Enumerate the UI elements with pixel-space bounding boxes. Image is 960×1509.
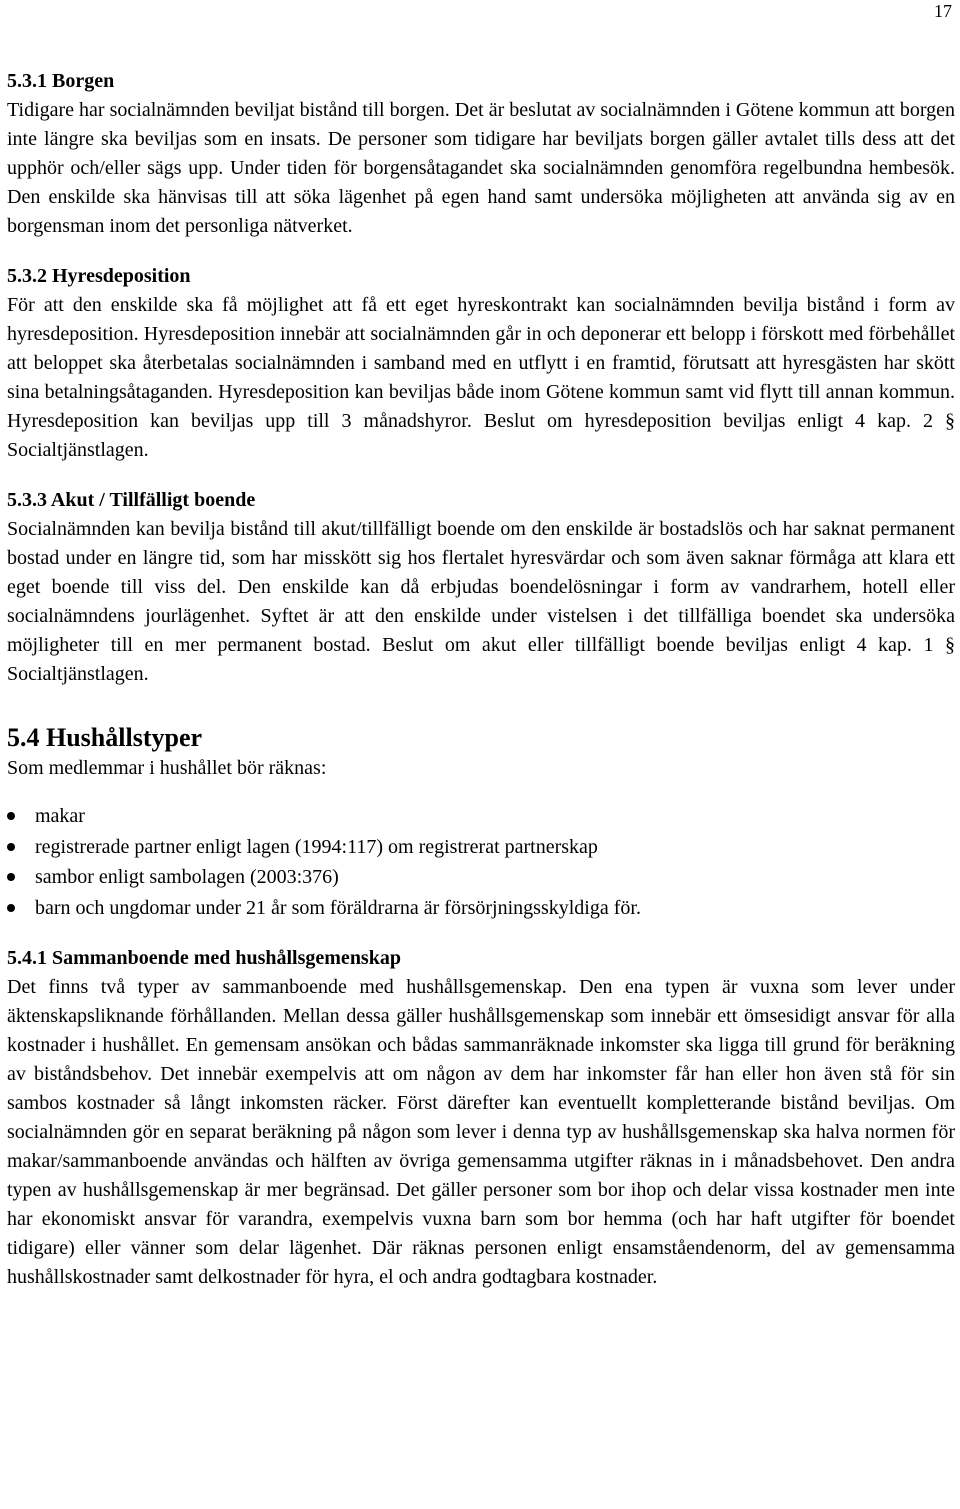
section-akut-boende [7,486,955,689]
chapter-heading: 5.4 Hushållstyper [7,723,203,752]
section-paragraph: För att den enskilde ska få möjlighet att få ett eget hyreskontrakt kan socialnämnden bevilja bistånd i form av hyresdeposition. Hyresdeposition innebär att socialnämnden går in och deponerar ett belopp i förskott med förbehållet att beloppet ska återbetalas socialnämnden i samband med en utflytt i en framtid, förutsatt att hyresgästen har skött sina betalningsåtaganden. Hyresdeposition kan beviljas både inom Götene kommun samt vid flytt till annan kommun. Hyresdeposition kan beviljas upp till 3 månadshyror. Beslut om hyresdeposition beviljas enligt 4 kap. 2 § Socialtjänstlagen. [7,294,955,461]
section-heading: 5.3.1 Borgen [7,70,115,92]
list-item [7,832,955,863]
bullet-icon [7,904,15,912]
document-body [7,67,955,1292]
section-hushallstyper [7,722,955,923]
section-paragraph: Det finns två typer av sammanboende med hushållsgemenskap. Den ena typen är vuxna som lever under äktenskapsliknande förhållanden. Mellan dessa gäller hushållsgemenskap som innebär ett ömsesidigt ansvar för alla kostnader i hushållet. En gemensam ansökan och bådas sammanräknade inkomster ska ligga till grund för beräkning av biståndsbehov. Det innebär exempelvis att om någon av dem har inkomster får han eller hon även stå för sin sambos kostnader så långt inkomsten räcker. Först därefter kan eventuellt kompletterande bistånd beviljas. Om socialnämnden gör en separat beräkning på någon som lever i denna typ av hushållsgemenskap ska halva normen för makar/sammanboende användas och hälften av övriga gemensamma utgifter räknas in i månadsbehovet. Den andra typen av hushållsgemenskap är mer begränsad. Det gäller personer som bor ihop och delar vissa kostnader men inte har ekonomiskt ansvar för varandra, exempelvis vuxna barn som bor hemma (och har haft utgifter för boendet tidigare) eller vänner som delar lägenhet. Där räknas personen enligt ensamståendenorm, del av gemensamma hushållskostnader samt delkostnader för hyra, el och andra godtagbara kostnader. [7,976,955,1288]
section-borgen [7,67,955,241]
list-item [7,893,955,924]
section-hyresdeposition [7,262,955,465]
household-members-list [7,801,955,923]
page-number: 17 [934,1,952,21]
section-paragraph: Socialnämnden kan bevilja bistånd till akut/tillfälligt boende om den enskilde är bostadslös och har saknat permanent bostad under en längre tid, som har misskött sig hos flertalet hyresvärdar och som även saknar förmåga att klara ett eget boende till viss del. Den enskilde kan då erbjudas boendelösningar i form av vandrarhem, hotell eller socialnämndens jourlägenhet. Syftet är att den enskilde under vistelsen i det tillfälliga boendet ska undersöka möjligheter till en mer permanent bostad. Beslut om akut eller tillfälligt boende beviljas enligt 4 kap. 1 § Socialtjänstlagen. [7,518,955,685]
list-item [7,801,955,832]
list-item-text: barn och ungdomar under 21 år som föräldrarna är försörjningsskyldiga för. [35,896,641,919]
list-item-text: sambor enligt sambolagen (2003:376) [35,866,339,888]
bullet-icon [7,873,15,881]
section-sammanboende [7,944,955,1292]
section-heading: 5.3.3 Akut / Tillfälligt boende [7,489,256,511]
list-item [7,862,955,893]
list-item-text: makar [35,805,85,827]
section-paragraph: Tidigare har socialnämnden beviljat bistånd till borgen. Det är beslutat av socialnämnden i Götene kommun att borgen inte längre ska beviljas som en insats. De personer som tidigare har beviljats borgen gäller avtalet tills dess att det upphör och/eller sägs upp. Under tiden för borgensåtagandet ska socialnämnden genomföra regelbundna hembesök. Den enskilde ska hänvisas till att söka lägenhet på egen hand samt undersöka möjligheten att använda sig av en borgensman inom det personliga nätverket. [7,99,955,237]
bullet-icon [7,812,15,820]
section-heading: 5.4.1 Sammanboende med hushållsgemenskap [7,947,401,969]
list-item-text: registrerade partner enligt lagen (1994:117) om registrerat partnerskap [35,835,598,858]
section-heading: 5.3.2 Hyresdeposition [7,265,191,287]
section-intro: Som medlemmar i hushållet bör räknas: [7,757,327,779]
bullet-icon [7,843,15,851]
